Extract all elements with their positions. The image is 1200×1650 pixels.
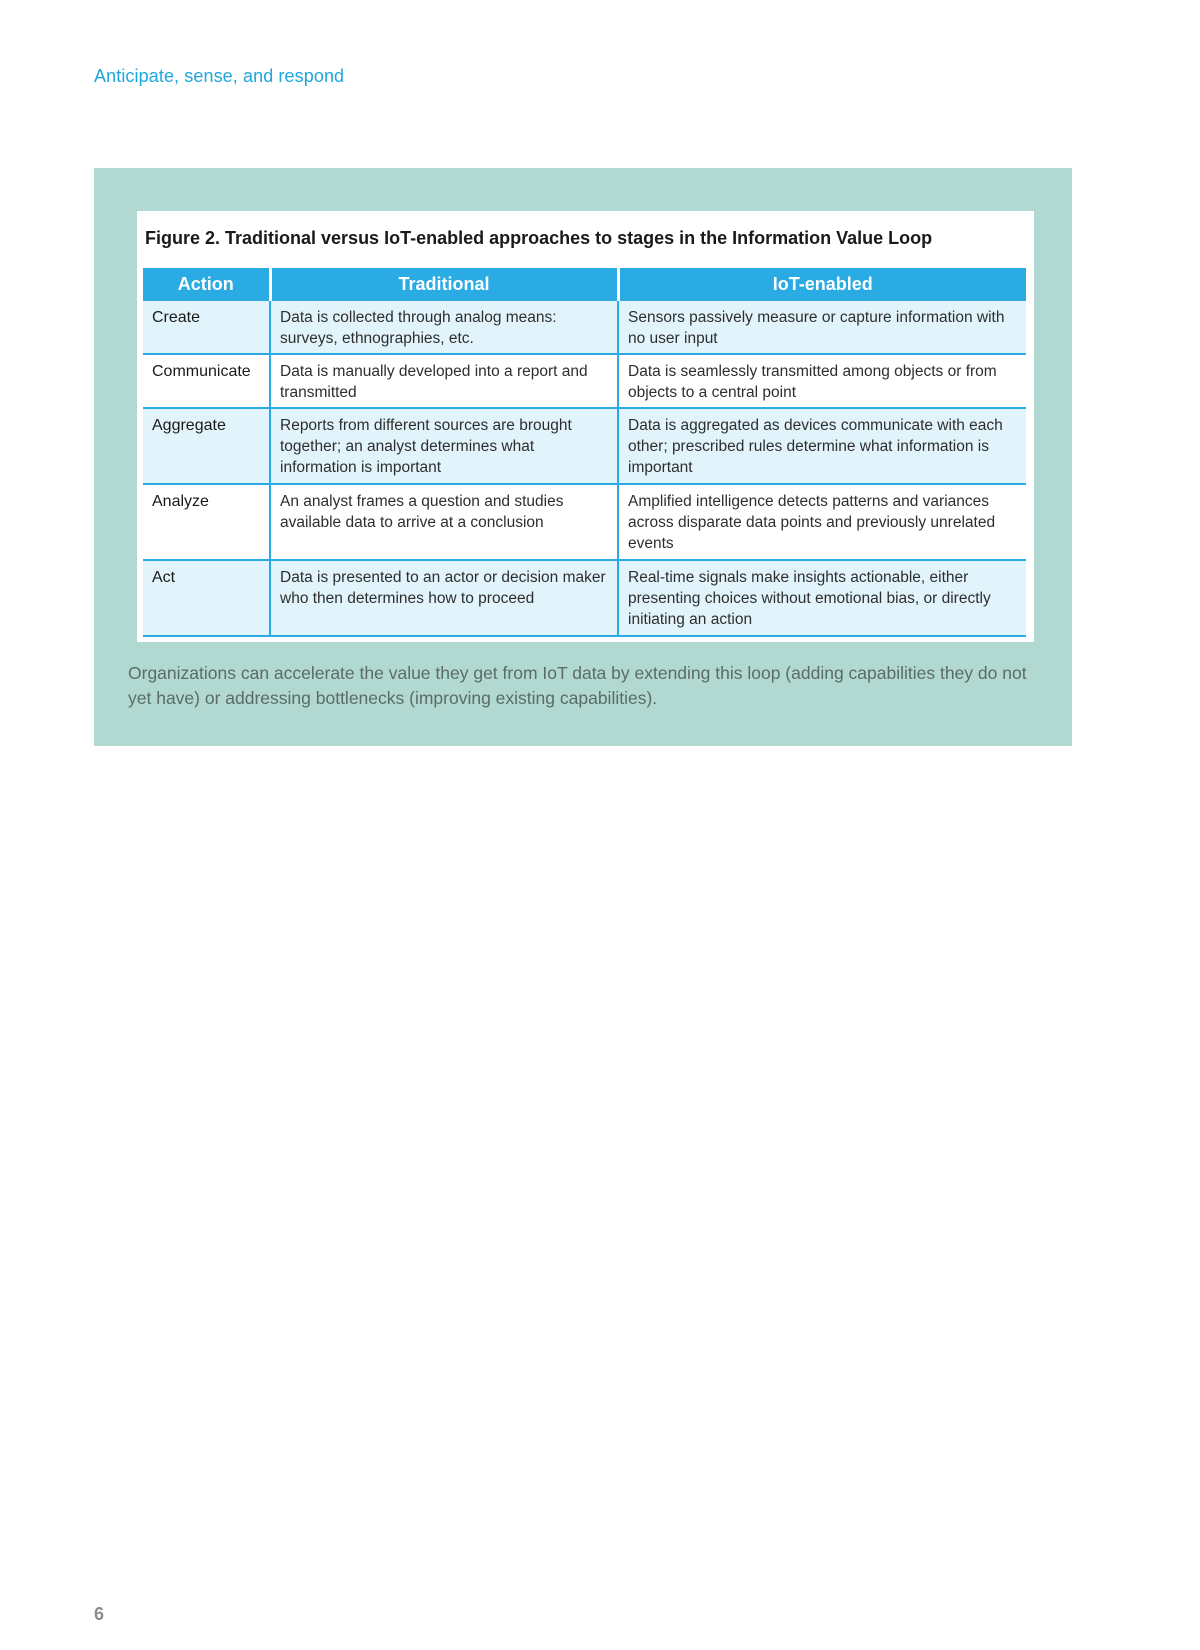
iot-cell: Sensors passively measure or capture information with no user input	[618, 301, 1026, 354]
iot-cell: Data is aggregated as devices communicate with each other; prescribed rules determine what information is important	[618, 408, 1026, 484]
running-header-title: Anticipate, sense, and respond	[94, 66, 345, 86]
action-cell: Communicate	[143, 354, 270, 408]
column-header-iot-enabled: IoT-enabled	[618, 268, 1026, 301]
table-header-row	[143, 268, 1026, 301]
comparison-table	[143, 268, 1026, 637]
page-number: 6	[94, 1604, 105, 1624]
action-cell: Analyze	[143, 484, 270, 560]
table-row	[143, 484, 1026, 560]
action-cell: Aggregate	[143, 408, 270, 484]
figure-panel	[94, 168, 1072, 746]
table-row	[143, 560, 1026, 636]
column-header-traditional: Traditional	[270, 268, 618, 301]
column-header-action: Action	[143, 268, 270, 301]
table-row	[143, 354, 1026, 408]
figure-title: Figure 2. Traditional versus IoT-enabled approaches to stages in the Information Value Loop	[145, 228, 933, 248]
traditional-cell: Data is presented to an actor or decision maker who then determines how to proceed	[270, 560, 618, 636]
table-row	[143, 408, 1026, 484]
figure-caption: Organizations can accelerate the value they get from IoT data by extending this loop (adding capabilities they do not yet have) or addressing bottlenecks (improving existing capabilities).	[128, 663, 1027, 708]
action-cell: Create	[143, 301, 270, 354]
traditional-cell: Data is collected through analog means: surveys, ethnographies, etc.	[270, 301, 618, 354]
iot-cell: Amplified intelligence detects patterns and variances across disparate data points and previously unrelated events	[618, 484, 1026, 560]
figure-card	[137, 211, 1034, 642]
iot-cell: Real-time signals make insights actionable, either presenting choices without emotional bias, or directly initiating an action	[618, 560, 1026, 636]
action-cell: Act	[143, 560, 270, 636]
iot-cell: Data is seamlessly transmitted among objects or from objects to a central point	[618, 354, 1026, 408]
traditional-cell: An analyst frames a question and studies available data to arrive at a conclusion	[270, 484, 618, 560]
traditional-cell: Data is manually developed into a report and transmitted	[270, 354, 618, 408]
traditional-cell: Reports from different sources are brought together; an analyst determines what information is important	[270, 408, 618, 484]
table-row	[143, 301, 1026, 354]
